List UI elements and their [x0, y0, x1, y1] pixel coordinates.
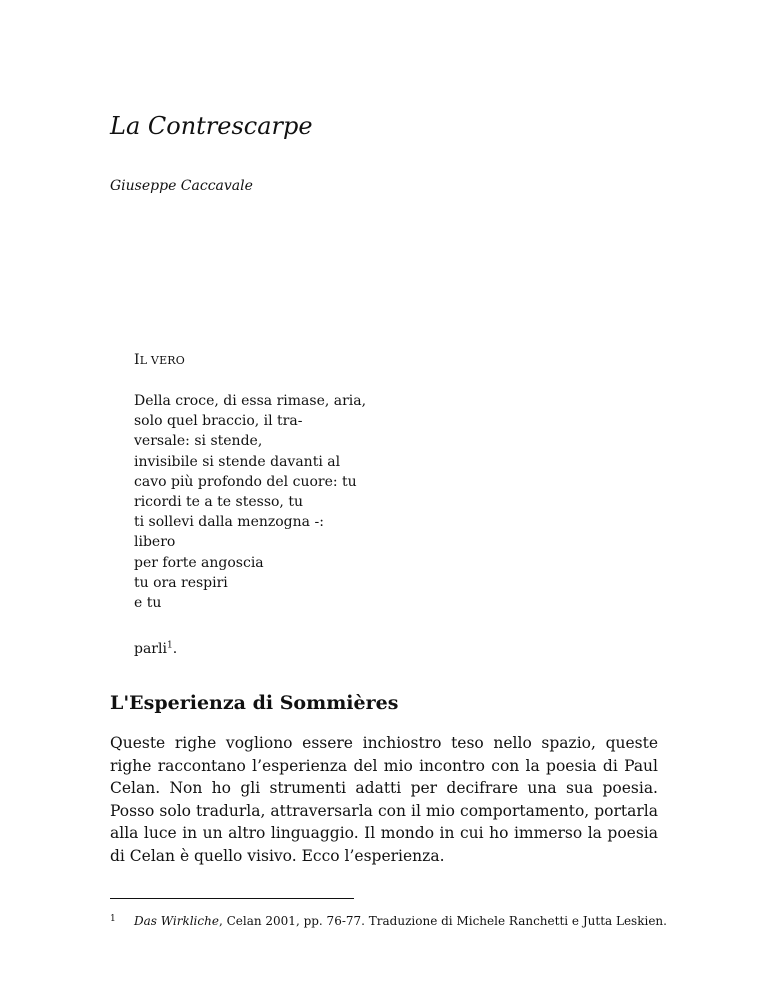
poem-line: solo quel braccio, il tra- [134, 413, 303, 430]
poem-line: e tu [134, 595, 162, 612]
poem-title [134, 351, 185, 370]
poem-line: ricordi te a te stesso, tu [134, 494, 303, 511]
footnote-source-title: Das Wirkliche [134, 914, 219, 928]
poem-title-rest: L VERO [139, 354, 186, 367]
poem-line: cavo più profondo del cuore: tu [134, 473, 357, 490]
footnote-reference[interactable]: 1 [166, 640, 173, 651]
poem-stanza [134, 391, 366, 613]
body-paragraph: Queste righe vogliono essere inchiostro teso nello spazio, queste righe raccontano l’esperienza del mio incontro con la poesia di Paul Celan. Non ho gli strumenti adatti per decifrare una sua poesia. Posso solo tradurla, attraversarla con il mio comportamento, portarla alla luce in un altro linguaggio. Il mondo in cui ho immerso la poesia di Celan è quello visivo. Ecco l’esperienza. [110, 734, 658, 865]
poem-line: per forte angoscia [134, 554, 264, 571]
section-heading: L'Esperienza di Sommières [110, 692, 399, 714]
poem-last-line [134, 639, 177, 659]
poem-line: libero [134, 534, 176, 551]
footnote [110, 913, 667, 930]
poem-line: versale: si stende, [134, 433, 263, 450]
poem-line: Della croce, di essa rimase, aria, [134, 393, 367, 409]
document-title: La Contrescarpe [110, 112, 313, 140]
poem-title-initial: I [134, 352, 140, 368]
poem-line: invisibile si stende davanti al [134, 453, 341, 470]
poem-line: ti sollevi dalla menzogna -: [134, 514, 324, 531]
poem-last-punctuation: . [172, 641, 178, 657]
author-name: Giuseppe Caccavale [110, 178, 253, 194]
poem-last-word: parli [134, 641, 167, 657]
poem-line: tu ora respiri [134, 574, 228, 591]
footnote-divider [110, 898, 354, 899]
footnote-text: , Celan 2001, pp. 76-77. Traduzione di Michele Ranchetti e Jutta Leskien. [218, 914, 667, 928]
footnote-number: 1 [110, 914, 116, 924]
